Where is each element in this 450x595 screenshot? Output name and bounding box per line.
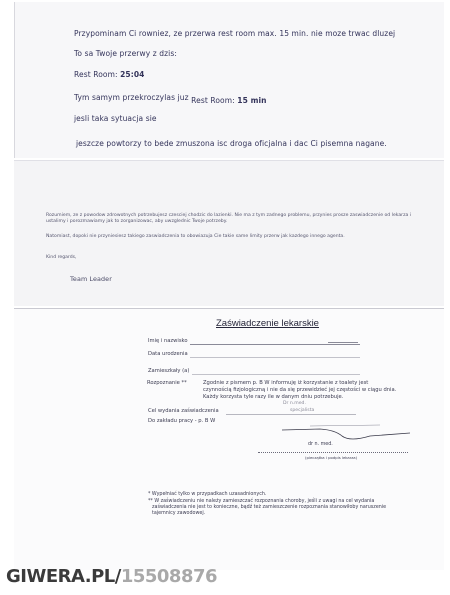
certificate-title: Zaświadczenie lekarskie <box>216 318 319 329</box>
employer-label: Do zakładu pracy - p. B W <box>148 418 216 424</box>
reply-paragraph-1: Rozumiem, ze z powodow zdrowotnych potrzebujesz czesciej chodzic do lazienki. Nie ma z tym zadnego problemu, przynies prosze zaswiadczenie od lekarza i ustalimy i porozmawiamy jak to zorganizowac, aby uwzglednic Twoje potrzeby. <box>46 213 412 225</box>
exceeded-text: Tym samym przekroczylas juz <box>74 93 189 102</box>
address-label: Zamieszkały (a) <box>148 368 190 374</box>
purpose-line <box>226 414 356 415</box>
footnote-2: ** W zaświadczeniu nie należy zamieszczać rozpoznania choroby, jeśli z uwagi na cel wydania <box>148 499 375 504</box>
watermark-id: 15508876 <box>120 566 218 587</box>
signature-scribble <box>280 420 420 442</box>
stamp-specjalista: specjalista <box>290 408 315 413</box>
reminder-note-sheet <box>14 2 444 158</box>
diagnosis-text-2: czynnością fizjologiczną i nie da się przewidzieć jej częstości w ciągu dnia. <box>203 387 397 393</box>
rest-room-label-2: Rest Room: <box>191 96 235 105</box>
stamp-dr-nmed: Dr n.med. <box>283 401 306 406</box>
seal-line <box>258 452 408 453</box>
rest-room-limit: 15 min <box>237 96 267 105</box>
watermark <box>6 566 217 587</box>
address-line <box>192 374 360 375</box>
dob-label: Data urodzenia <box>148 351 188 357</box>
reply-sheet <box>14 160 444 306</box>
seal-caption: (pieczątka i podpis lekarza) <box>305 455 358 460</box>
purpose-label: Cel wydania zaświadczenia <box>148 408 219 414</box>
note-line-2: To sa Twoje przerwy z dzis: <box>74 49 177 58</box>
reply-signature: Team Leader <box>70 275 112 283</box>
reply-paragraph-2: Natomiast, dopoki nie przyniesiesz takiego zaswiadczenia to obowiazuja Cie takie same limity przerw jak kazdego innego agenta. <box>46 234 345 239</box>
name-line-mark <box>328 342 358 343</box>
rest-room-value: 25:04 <box>120 70 145 79</box>
note-line-4 <box>74 93 267 105</box>
doctor-label: dr n. med. <box>308 442 333 447</box>
footnote-4: tajemnicy zawodowej. <box>152 511 206 516</box>
name-label: Imię i nazwisko <box>148 338 188 344</box>
diagnosis-text-3: Każdy korzysta tyle razy ile w danym dniu potrzebuje. <box>203 394 344 400</box>
rest-room-label: Rest Room: <box>74 70 118 79</box>
note-line-1: Przypominam Ci rowniez, ze przerwa rest room max. 15 min. nie moze trwac dluzej <box>74 29 396 38</box>
reply-regards: Kind regards, <box>46 255 77 260</box>
note-rest-room <box>74 70 144 79</box>
name-line <box>190 344 360 345</box>
diagnosis-label: Rozpoznanie ** <box>147 380 187 386</box>
note-line-5: jesli taka sytuacja sie <box>74 114 157 123</box>
footnote-1: * Wypełniać tylko w przypadkach uzasadnionych. <box>148 492 267 497</box>
footnote-3: zaświadczenia nie jest to konieczne, bądź też zamieszczenie rozpoznania stanowiłoby naruszenie <box>152 505 387 510</box>
note-line-6: jeszcze powtorzy to bede zmuszona isc droga oficjalna i dac Ci pisemna nagane. <box>76 139 387 148</box>
watermark-site: GIWERA.PL/ <box>6 566 121 587</box>
diagnosis-text-1: Zgodnie z pismem p. B W informuję iż korzystanie z toalety jest <box>203 380 369 386</box>
dob-line <box>190 357 360 358</box>
